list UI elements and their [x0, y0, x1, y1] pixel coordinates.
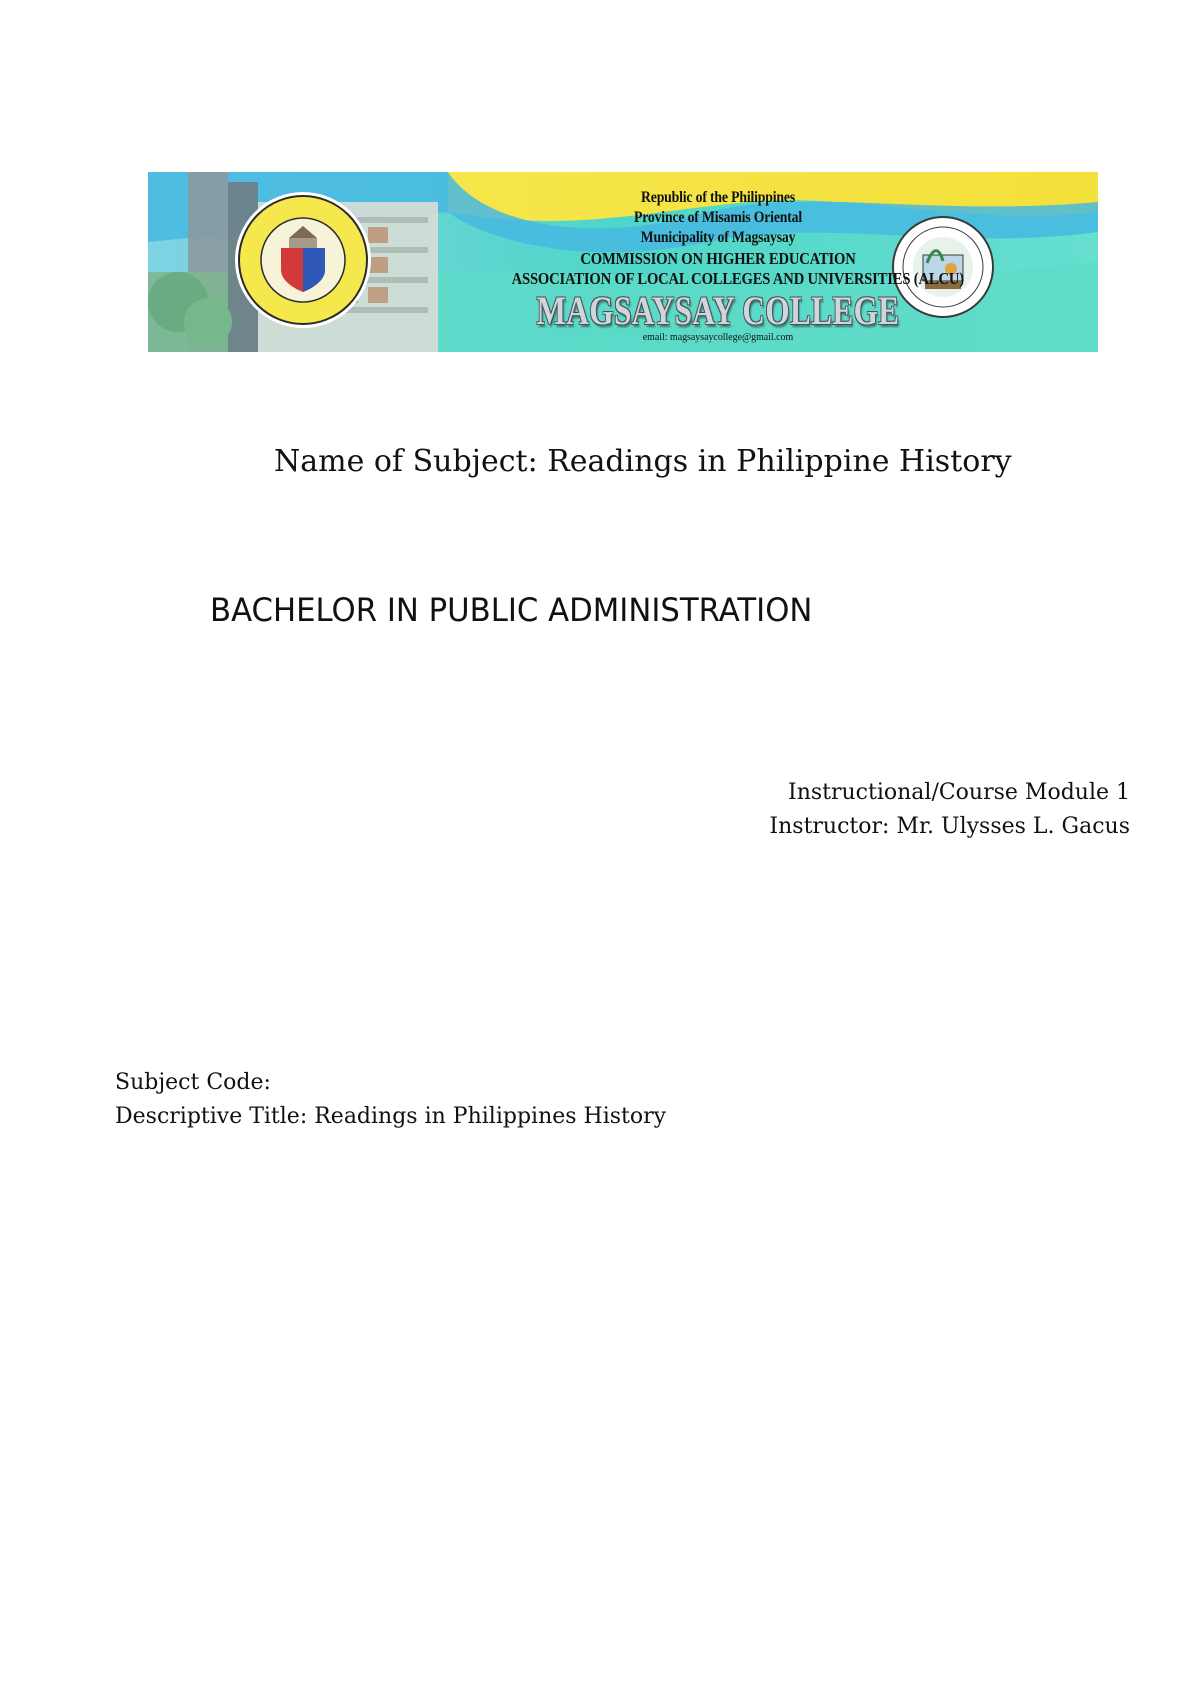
instructor-label: Instructor: Mr. Ulysses L. Gacus: [769, 814, 1130, 839]
module-label: Instructional/Course Module 1: [788, 780, 1130, 805]
banner-text-block: [478, 189, 964, 343]
banner-line-province: Province of Misamis Oriental: [633, 209, 803, 226]
subject-name-heading: Name of Subject: Readings in Philippine History: [274, 444, 1012, 479]
degree-title: BACHELOR IN PUBLIC ADMINISTRATION: [210, 591, 813, 629]
module-info-block: [700, 776, 1130, 844]
descriptive-title-label: Descriptive Title: Readings in Philippines History: [115, 1104, 667, 1129]
subject-code-label: Subject Code:: [115, 1070, 271, 1095]
banner-email: email: magsaysaycollege@gmail.com: [642, 331, 794, 343]
header-banner: [148, 172, 1098, 352]
banner-line-municipality: Municipality of Magsaysay: [640, 229, 796, 246]
municipal-seal: [235, 192, 371, 328]
banner-line-ched: COMMISSION ON HIGHER EDUCATION: [580, 249, 856, 268]
banner-line-alcu: ASSOCIATION OF LOCAL COLLEGES AND UNIVERSITIES (ALCU): [511, 269, 964, 288]
subject-details-block: [115, 1066, 666, 1134]
college-name: MAGSAYSAY COLLEGE: [536, 288, 900, 333]
banner-line-republic: Republic of the Philippines: [640, 189, 795, 206]
